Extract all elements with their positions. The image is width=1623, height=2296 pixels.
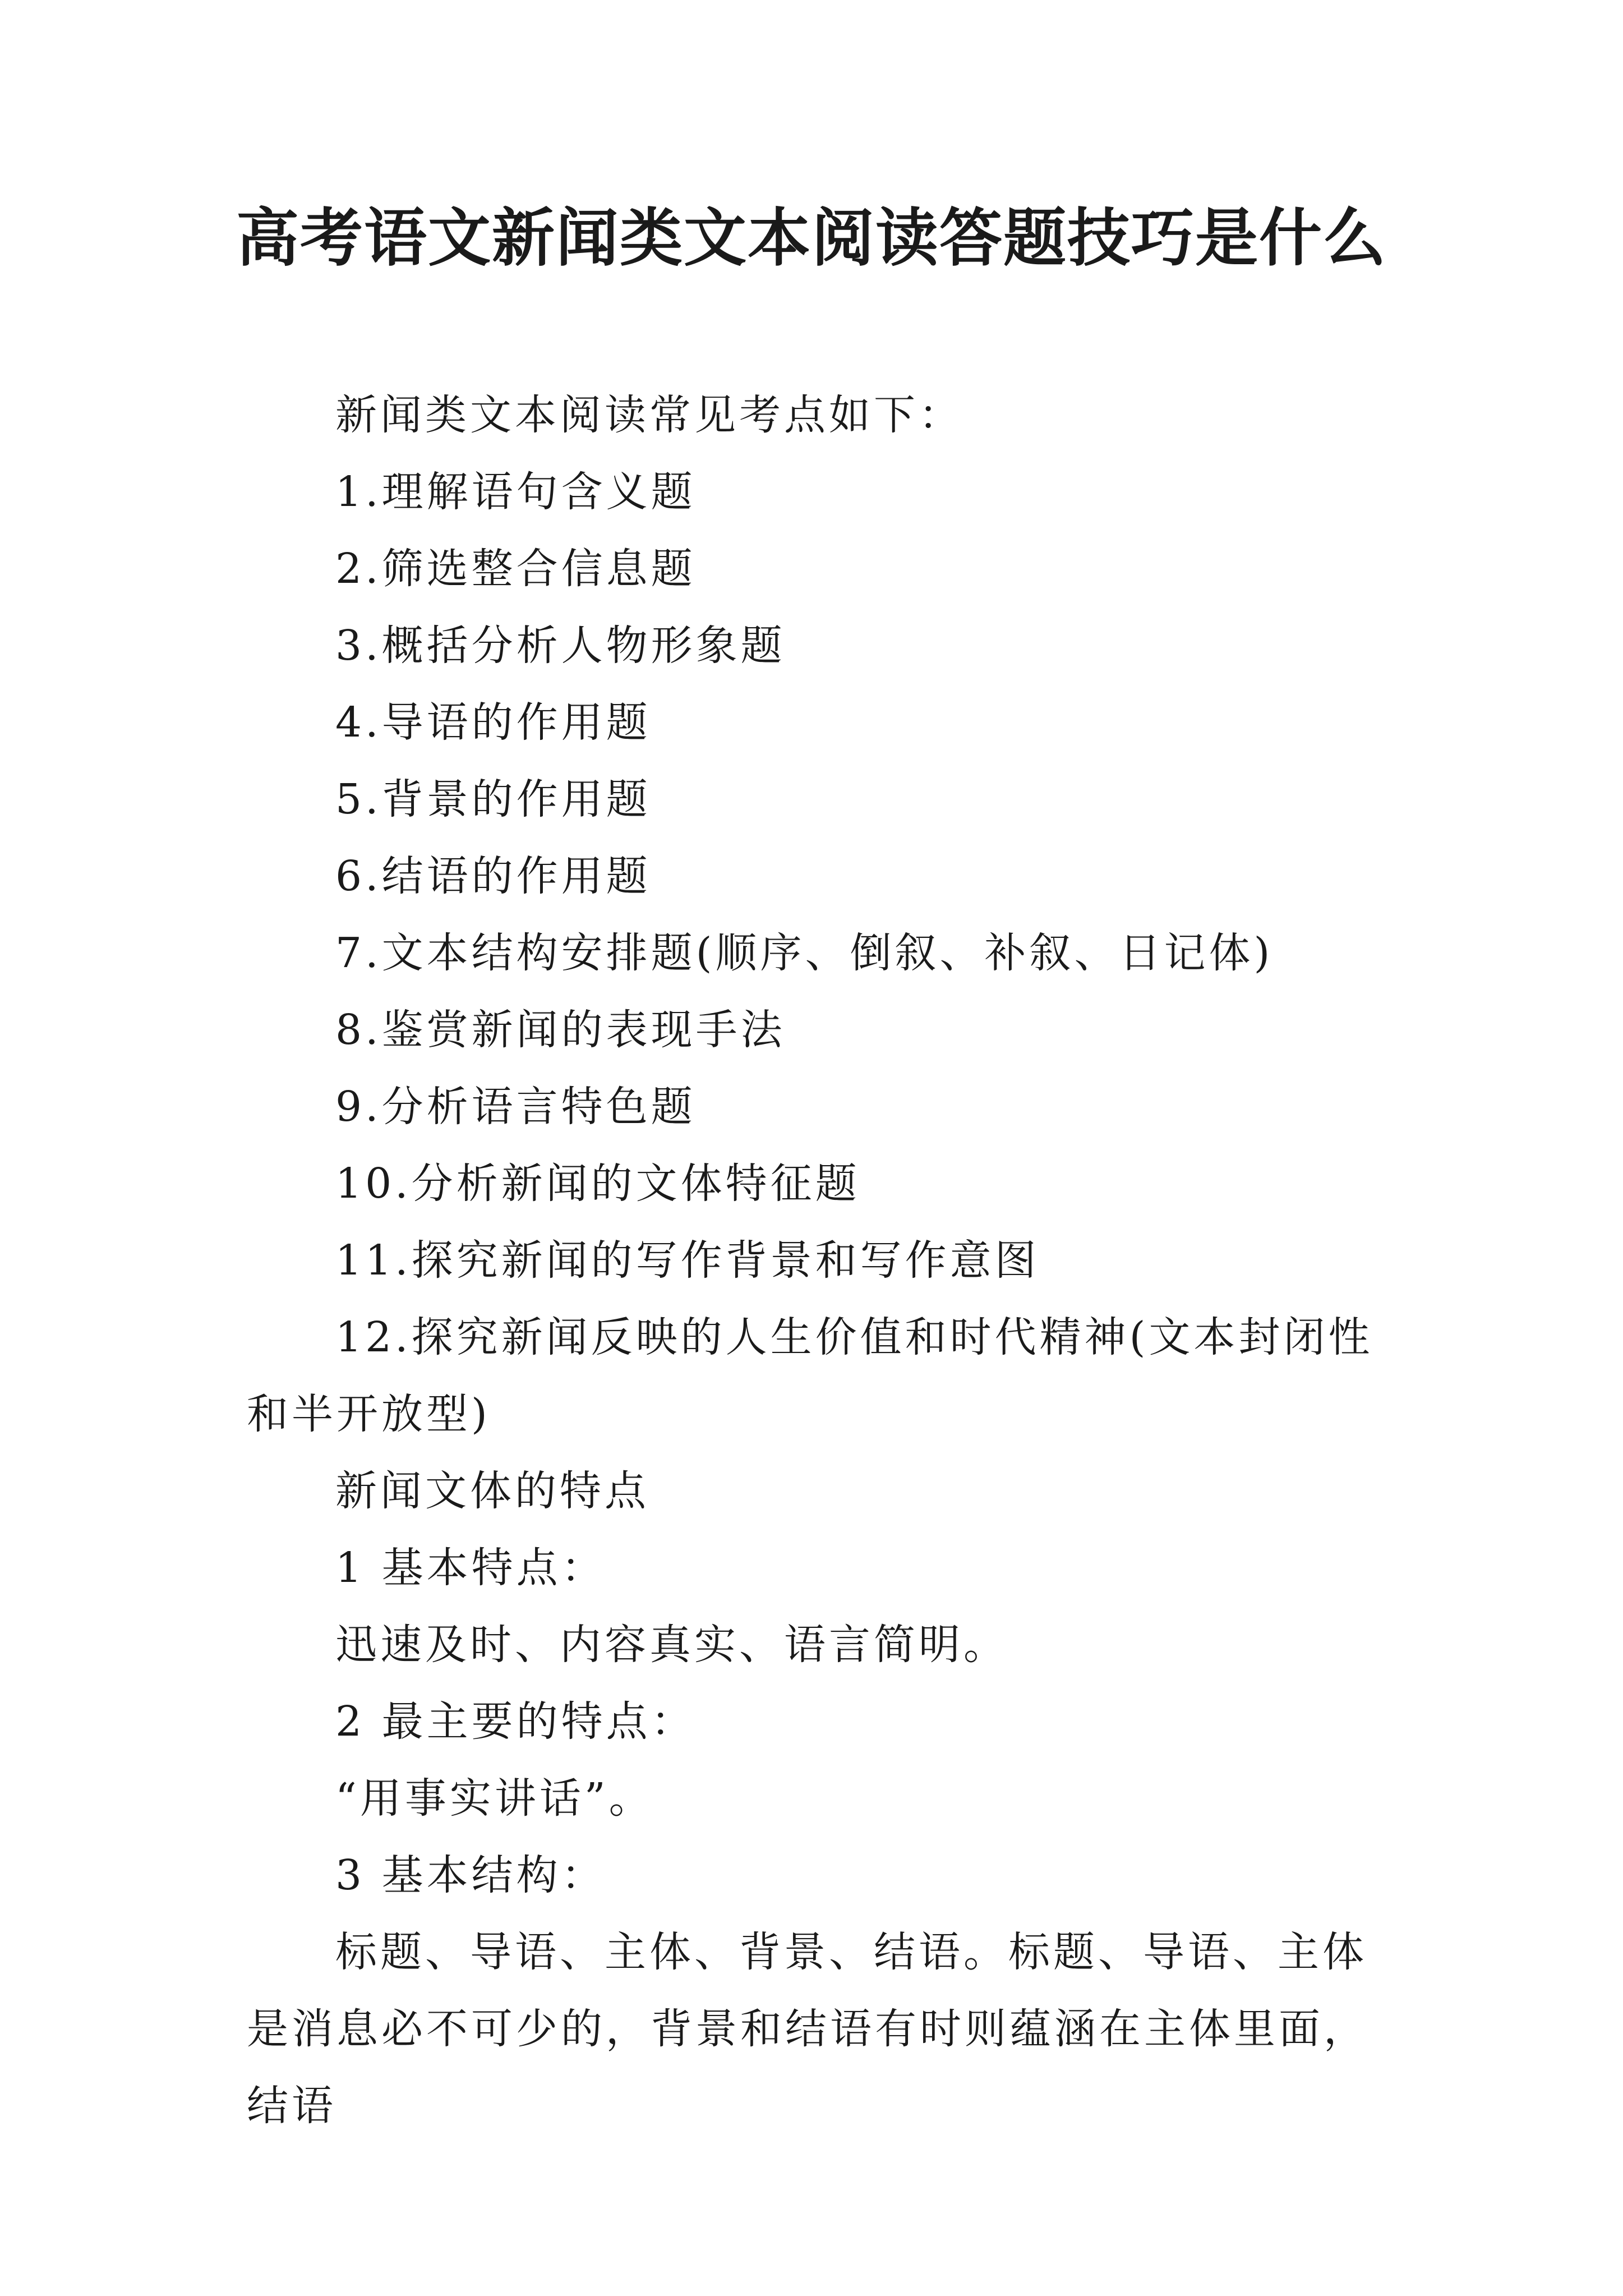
paragraph: 11.探究新闻的写作背景和写作意图 [335, 1236, 1040, 1285]
paragraph: 6.结语的作用题 [335, 852, 651, 900]
paragraph: “用事实讲话”。 [335, 1774, 654, 1823]
paragraph: 新闻类文本阅读常见考点如下： [335, 391, 963, 439]
paragraph: 标题、导语、主体、背景、结语。标题、导语、主体是消息必不可少的，背景和结语有时则蕴涵在主体里面，结语 [247, 1928, 1368, 2130]
paragraph: 9.分析语言特色题 [335, 1083, 696, 1131]
document-body [247, 377, 1386, 2145]
paragraph: 8.鉴赏新闻的表现手法 [335, 1006, 786, 1054]
paragraph: 10.分析新闻的文体特征题 [335, 1159, 860, 1208]
paragraph: 迅速及时、内容真实、语言简明。 [335, 1621, 1008, 1669]
paragraph: 1.理解语句含义题 [335, 468, 696, 516]
paragraph: 1 基本特点： [335, 1544, 606, 1592]
paragraph: 7.文本结构安排题(顺序、倒叙、补叙、日记体) [335, 929, 1274, 977]
paragraph: 2 最主要的特点： [335, 1697, 696, 1746]
paragraph: 12.探究新闻反映的人生价值和时代精神(文本封闭性和半开放型) [247, 1313, 1373, 1438]
paragraph: 3 基本结构： [335, 1851, 606, 1899]
paragraph: 5.背景的作用题 [335, 775, 651, 823]
paragraph: 3.概括分析人物形象题 [335, 622, 786, 670]
document-title: 高考语文新闻类文本阅读答题技巧是什么 [236, 201, 1387, 275]
paragraph: 4.导语的作用题 [335, 698, 651, 747]
paragraph: 2.筛选整合信息题 [335, 545, 696, 593]
paragraph: 新闻文体的特点 [335, 1467, 649, 1515]
